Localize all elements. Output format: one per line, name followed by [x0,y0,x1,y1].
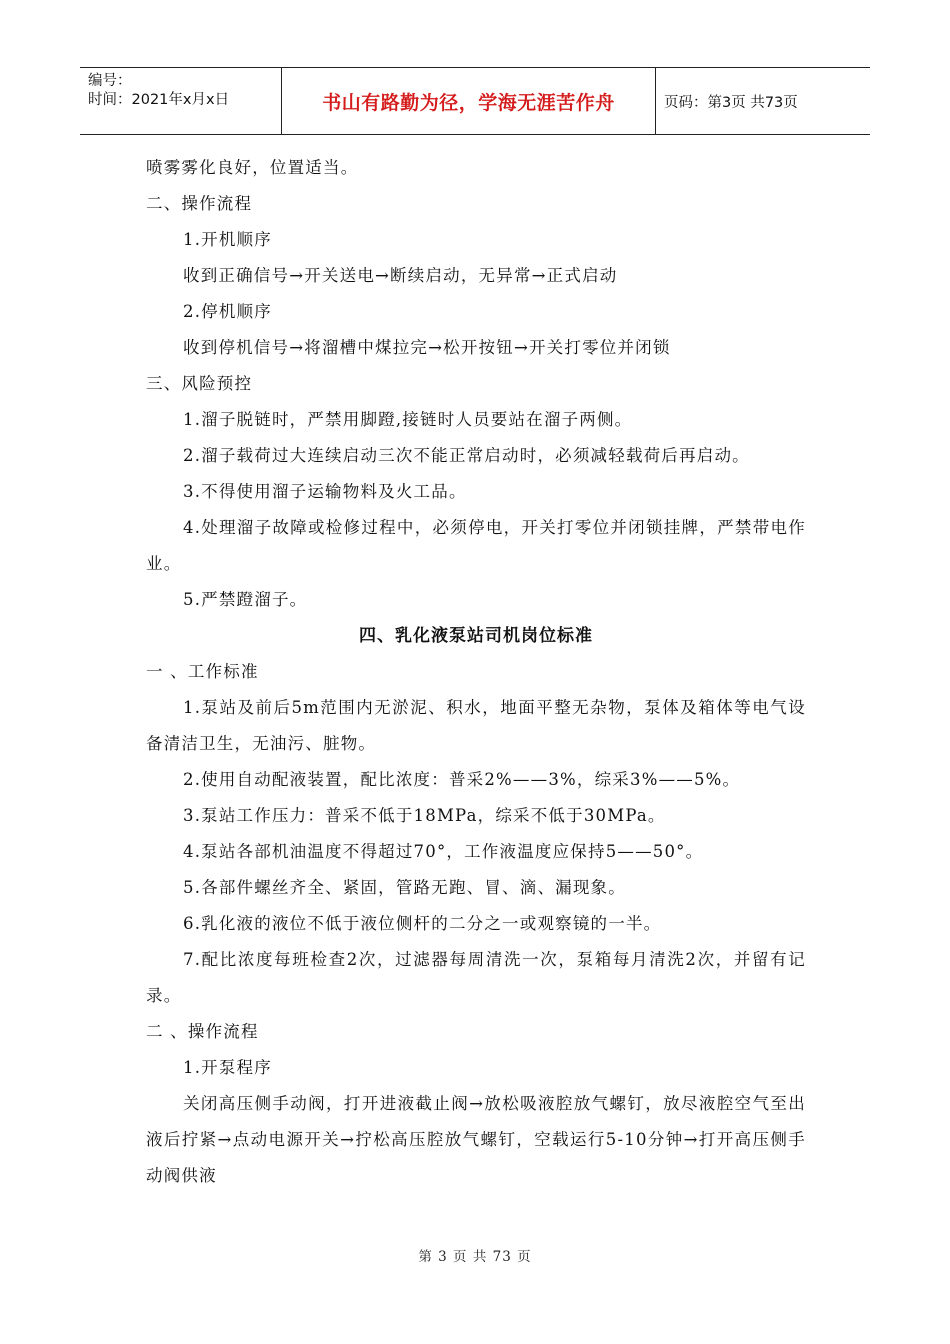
header-motto-cell [282,68,656,134]
body-line: 收到正确信号→开关送电→断续启动，无异常→正式启动 [183,266,618,285]
header-page-cell [656,68,870,134]
list-item: 6.乳化液的液位不低于液位侧杆的二分之一或观察镜的一半。 [183,914,662,933]
subsection-heading: 1.开机顺序 [183,230,272,249]
list-item: 1.溜子脱链时，严禁用脚蹬,接链时人员要站在溜子两侧。 [183,410,633,429]
list-item: 5.各部件螺丝齐全、紧固，管路无跑、冒、滴、漏现象。 [183,878,626,897]
document-body [146,150,806,1194]
header-meta-cell [80,68,282,134]
section-heading: 二、操作流程 [146,194,253,213]
body-line: 收到停机信号→将溜槽中煤拉完→松开按钮→开关打零位并闭锁 [183,338,671,357]
section-heading: 三、风险预控 [146,374,253,393]
page-footer: 第 3 页 共 73 页 [418,1249,532,1265]
list-item: 4.处理溜子故障或检修过程中，必须停电，开关打零位并闭锁挂牌，严禁带电作业。 [146,518,806,573]
number-label: 编号： [88,73,132,89]
document-header [80,67,870,135]
subsection-heading: 2.停机顺序 [183,302,272,321]
list-item: 4.泵站各部机油温度不得超过70°，工作液温度应保持5——50°。 [183,842,704,861]
body-line: 喷雾雾化良好，位置适当。 [146,158,359,177]
list-item: 5.严禁蹬溜子。 [183,590,308,609]
section-heading: 二 、操作流程 [146,1022,259,1041]
date-label: 时间：2021年x月x日 [88,92,230,108]
list-item: 7.配比浓度每班检查2次，过滤器每周清洗一次，泵箱每月清洗2次，并留有记录。 [146,950,806,1005]
section-heading: 一 、工作标准 [146,662,259,681]
motto-text: 书山有路勤为径，学海无涯苦作舟 [322,91,615,114]
body-paragraph: 关闭高压侧手动阀，打开进液截止阀→放松吸液腔放气螺钉，放尽液腔空气至出液后拧紧→点动电源开关→拧松高压腔放气螺钉，空载运行5-10分钟→打开高压侧手动阀供液 [146,1094,806,1185]
list-item: 2.使用自动配液装置，配比浓度：普采2%——3%，综采3%——5%。 [183,770,741,789]
subsection-heading: 1.开泵程序 [183,1058,272,1077]
list-item: 3.泵站工作压力：普采不低于18MPa，综采不低于30MPa。 [183,806,666,825]
list-item: 1.泵站及前后5m范围内无淤泥、积水，地面平整无杂物，泵体及箱体等电气设备清洁卫生，无油污、脏物。 [146,698,806,753]
list-item: 3.不得使用溜子运输物料及火工品。 [183,482,467,501]
page-info: 页码：第3页 共73页 [664,94,798,111]
chapter-title: 四、乳化液泵站司机岗位标准 [359,626,593,646]
list-item: 2.溜子载荷过大连续启动三次不能正常启动时，必须减轻载荷后再启动。 [183,446,750,465]
